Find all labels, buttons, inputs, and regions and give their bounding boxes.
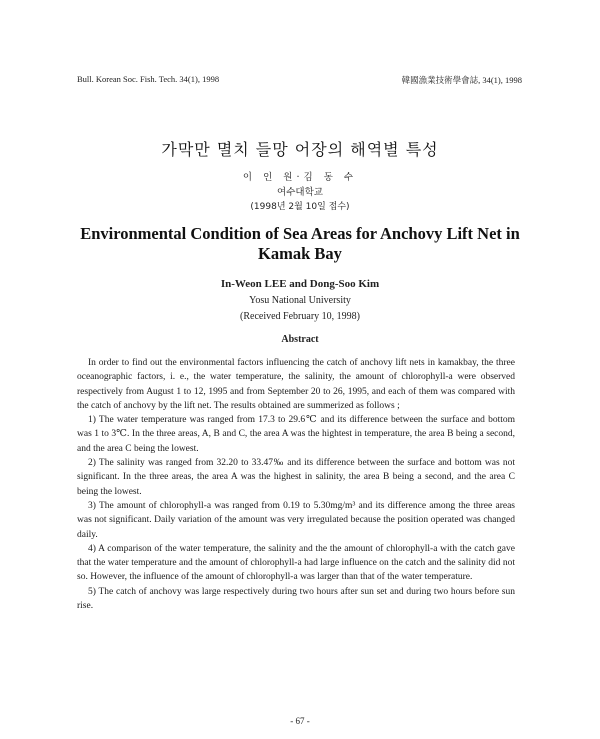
- abstract-paragraph: 5) The catch of anchovy was large respectively during two hours after sun set and during two hours before sun rise.: [77, 586, 515, 612]
- abstract-paragraph: In order to find out the environmental factors influencing the catch of anchovy lift nets in kamakbay, the three oceanographic factors, i. e., the water temperature, the salinity, the amount of chlorophyll-a were observed respectively from August 1 to 12, 1995 and from September 20 to 26, 1995, and each of them was compared with the catch of anchovy by the lift net. The results obtained are summerized as follows ;: [77, 358, 515, 411]
- abstract-paragraph: 3) The amount of chlorophyll-a was ranged from 0.19 to 5.30mg/m³ and its difference among the three areas was not significant. Daily variation of the amount was very irregulated because the position operated was changed daily.: [77, 500, 515, 540]
- korean-received-date: (1998년 2월 10일 접수): [250, 202, 350, 212]
- english-affiliation: Yosu National University: [249, 295, 351, 306]
- page-number: - 67 -: [290, 716, 310, 726]
- journal-header-english: Bull. Korean Soc. Fish. Tech. 34(1), 1998: [77, 74, 220, 84]
- abstract-heading: Abstract: [281, 334, 319, 345]
- abstract-paragraph: 1) The water temperature was ranged from 17.3 to 29.6℃ and its difference between the surface and bottom was 1 to 3℃. In the three areas, A, B and C, the area A was the hightest in temperature, the area B being a second, and the area C being the lowest.: [77, 415, 515, 454]
- abstract-paragraph: 2) The salinity was ranged from 32.20 to 33.47‰ and its difference between the surface and bottom was not significant. In the three areas, the area A was the highest in salinity, the area B being a second, and the area C being the lowest.: [77, 458, 515, 497]
- korean-authors: 이 인 원·김 동 수: [242, 172, 358, 183]
- english-authors: In-Weon LEE and Dong-Soo Kim: [220, 278, 380, 290]
- abstract-body: [77, 356, 515, 613]
- english-received-date: (Received February 10, 1998): [240, 311, 360, 322]
- korean-affiliation: 여수대학교: [277, 187, 323, 198]
- journal-header-korean: 韓國漁業技術學會誌, 34(1), 1998: [401, 75, 522, 85]
- english-title: Environmental Condition of Sea Areas for Anchovy Lift Net in Kamak Bay: [80, 224, 520, 263]
- korean-title: 가막만 멸치 들망 어장의 해역별 특성: [161, 140, 439, 159]
- abstract-paragraph: 4) A comparison of the water temperature, the salinity and the the amount of chlorophyll-a with the catch gave that the water temperature and the amount of chlorophyll-a had large influence on the catch and the salinity did not so. However, the influence of the amount of chlorophyll-a was larger than that of the water temperature.: [77, 543, 515, 583]
